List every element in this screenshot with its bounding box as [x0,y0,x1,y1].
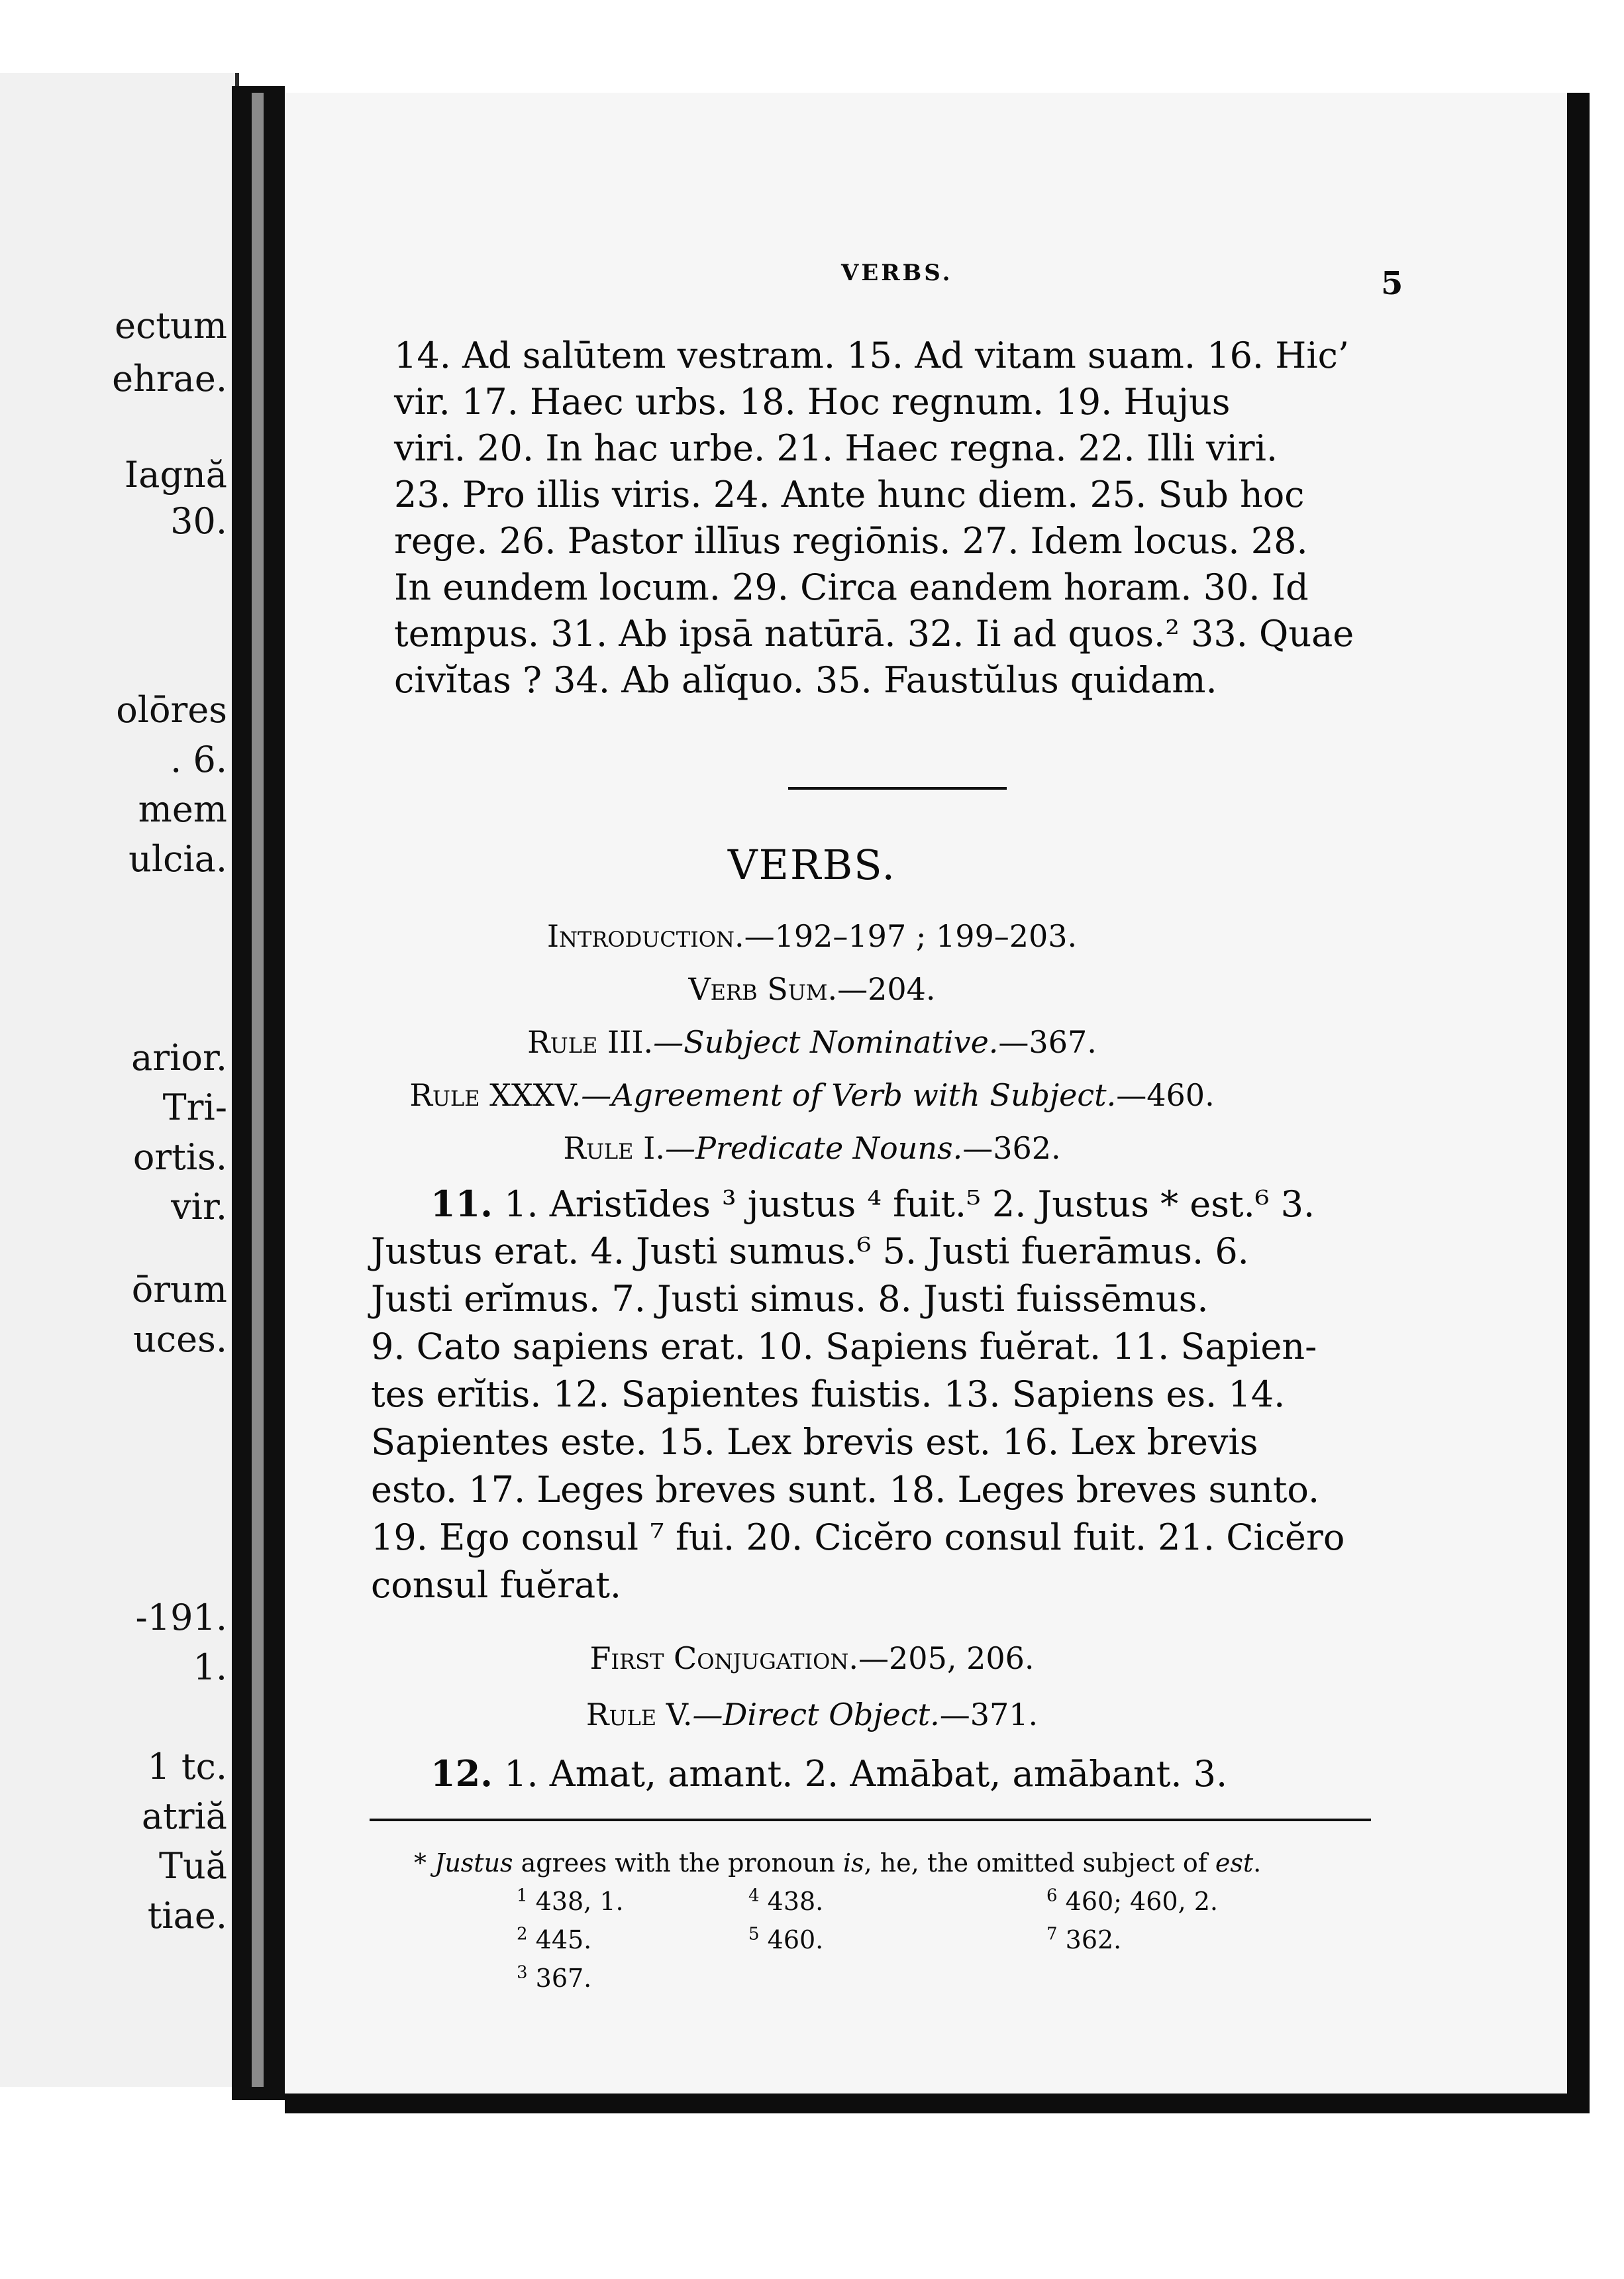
footnote-text: agrees with the pronoun [513,1848,843,1878]
conjugation-heading [0,1640,1624,1676]
footnote-word: est [1215,1848,1254,1878]
rule-label: Rule [409,1077,480,1113]
introduction-label: Introduction. [546,918,744,954]
footnote-ref-text: 460. [767,1925,824,1954]
text-line: rege. 26. Pastor illīus regiōnis. 27. Idem locus. 28. [394,520,1308,562]
rule-number: XXXV. [489,1077,582,1113]
exercise-line [431,1752,1384,1795]
footnote-ref [748,1925,823,1954]
text-line: 23. Pro illis viris. 24. Ante hunc diem. 25. Sub hoc [394,474,1305,515]
conjugation-refs: —205, 206. [858,1640,1035,1676]
exercise-line: Justus erat. 4. Justi sumus.⁶ 5. Justi fuerāmus. 6. [371,1230,1249,1272]
exercise-line: tes erĭtis. 12. Sapientes fuistis. 13. Sapiens es. 14. [371,1373,1286,1415]
rule-title: —Subject Nominative. [653,1024,999,1060]
left-fragment: ectum [115,305,227,346]
rule-number: I. [643,1130,665,1166]
rule-label: Rule [585,1697,657,1732]
footnote-ref-mark: 2 [517,1924,528,1944]
text-line: tempus. 31. Ab ipsā natūrā. 32. Ii ad quos.² 33. Quae [394,613,1354,655]
footnote-ref [517,1887,624,1916]
exercise-line: esto. 17. Leges breves sunt. 18. Leges breves sunto. [371,1469,1320,1510]
footnote-ref-text: 438. [767,1887,824,1916]
left-fragment: ōrum [131,1269,227,1310]
footnote-ref-mark: 1 [517,1885,528,1906]
footnote-word: is [842,1848,864,1878]
left-fragment: tiae. [147,1895,227,1936]
exercise-text: 1. Aristīdes ³ justus ⁴ fuit.⁵ 2. Justus * est.⁶ 3. [492,1183,1315,1225]
left-fragment: ortis. [132,1136,227,1178]
rule-ref: —367. [998,1024,1097,1060]
left-fragment: Iagnă [124,454,227,496]
exercise-number: 12. [431,1752,493,1795]
page-number: 5 [1381,265,1403,302]
footnote-ref-mark: 3 [517,1962,528,1983]
text-line: civĭtas ? 34. Ab alĭquo. 35. Faustŭlus quidam. [394,659,1217,701]
footnote-ref-mark: 5 [748,1924,760,1944]
left-fragment: . 6. [170,739,227,780]
footnote-ref-text: 438, 1. [535,1887,624,1916]
exercise-line: 9. Cato sapiens erat. 10. Sapiens fuĕrat. 11. Sapien- [371,1326,1317,1367]
exercise-text: 1. Amat, amant. 2. Amābat, amābant. 3. [492,1753,1228,1795]
rule-heading [0,1699,1624,1730]
rule-number: V. [666,1697,693,1732]
rule-title: —Direct Object. [692,1697,940,1732]
footnote-ref [1046,1925,1121,1954]
footnote-word: Justus [434,1848,513,1878]
left-fragment: mem [138,788,227,830]
rule-ref: —371. [939,1697,1039,1732]
exercise-line: 19. Ego consul ⁷ fui. 20. Cicĕro consul fuit. 21. Cicĕro [371,1516,1345,1558]
left-fragment: ehrae. [112,358,227,399]
left-fragment: 30. [170,500,227,542]
introduction-refs: —192–197 ; 199–203. [744,918,1078,954]
footnote-marker: * [414,1848,427,1878]
running-head: VERBS. [841,260,953,286]
footnote-ref-text: 367. [535,1964,592,1993]
text-line: viri. 20. In hac urbe. 21. Haec regna. 22. Illi viri. [394,427,1278,469]
left-fragment: 1. [193,1646,227,1688]
left-fragment: Tri- [162,1086,227,1128]
introduction-heading [0,918,1624,954]
text-line: In eundem locum. 29. Circa eandem horam. 30. Id [394,566,1309,608]
verb-sum-label: Verb Sum. [688,971,838,1007]
rule-title: —Predicate Nouns. [664,1130,963,1166]
footnote-ref-mark: 7 [1046,1924,1058,1944]
verb-sum-ref: —204. [837,971,936,1007]
exercise-line: consul fuĕrat. [371,1564,622,1606]
section-title: VERBS. [727,841,897,889]
footnote-ref-text: 445. [535,1925,592,1954]
footnote-ref [1046,1887,1218,1916]
left-fragment: uces. [133,1318,227,1360]
exercise-number: 11. [431,1183,493,1225]
verb-sum-heading [0,971,1624,1007]
left-fragment: vir. [171,1186,227,1228]
text-line: 14. Ad salūtem vestram. 15. Ad vitam suam. 16. Hic’ [394,335,1350,376]
rule-label: Rule [527,1024,598,1060]
left-fragment: atriă [141,1795,227,1837]
footnote-ref-text: 460; 460, 2. [1065,1887,1218,1916]
footnote-ref-mark: 4 [748,1885,760,1906]
footnote-ref [517,1964,591,1993]
rule-heading [0,1130,1624,1166]
footnote-main [414,1848,1261,1878]
left-fragment: olōres [116,689,227,731]
rule-label: Rule [563,1130,634,1166]
rule-ref: —362. [962,1130,1061,1166]
left-fragment: Tuă [159,1845,227,1887]
text-line: vir. 17. Haec urbs. 18. Hoc regnum. 19. Hujus [394,381,1231,423]
left-fragment: 1 tc. [147,1746,227,1787]
left-fragment: -191. [135,1597,227,1638]
footnote-ref [517,1925,591,1954]
conjugation-label: First Conjugation. [589,1640,859,1676]
footnote-ref [748,1887,823,1916]
footnote-text: , he, the omitted subject of [864,1848,1215,1878]
footnote-text: . [1253,1848,1262,1878]
section-divider [788,787,1007,790]
rule-number: III. [607,1024,654,1060]
footnote-ref-text: 362. [1065,1925,1122,1954]
rule-ref: —460. [1116,1077,1215,1113]
exercise-line: Sapientes este. 15. Lex brevis est. 16. Lex brevis [371,1421,1258,1463]
footnote-ref-mark: 6 [1046,1885,1058,1906]
exercise-line [431,1183,1384,1225]
exercise-line: Justi erĭmus. 7. Justi simus. 8. Justi fuissēmus. [371,1278,1209,1320]
left-fragment: arior. [131,1037,227,1079]
rule-title: —Agreement of Verb with Subject. [581,1077,1117,1113]
left-fragment: ulcia. [128,838,227,880]
rule-heading [0,1077,1624,1113]
footnote-rule [370,1819,1371,1821]
